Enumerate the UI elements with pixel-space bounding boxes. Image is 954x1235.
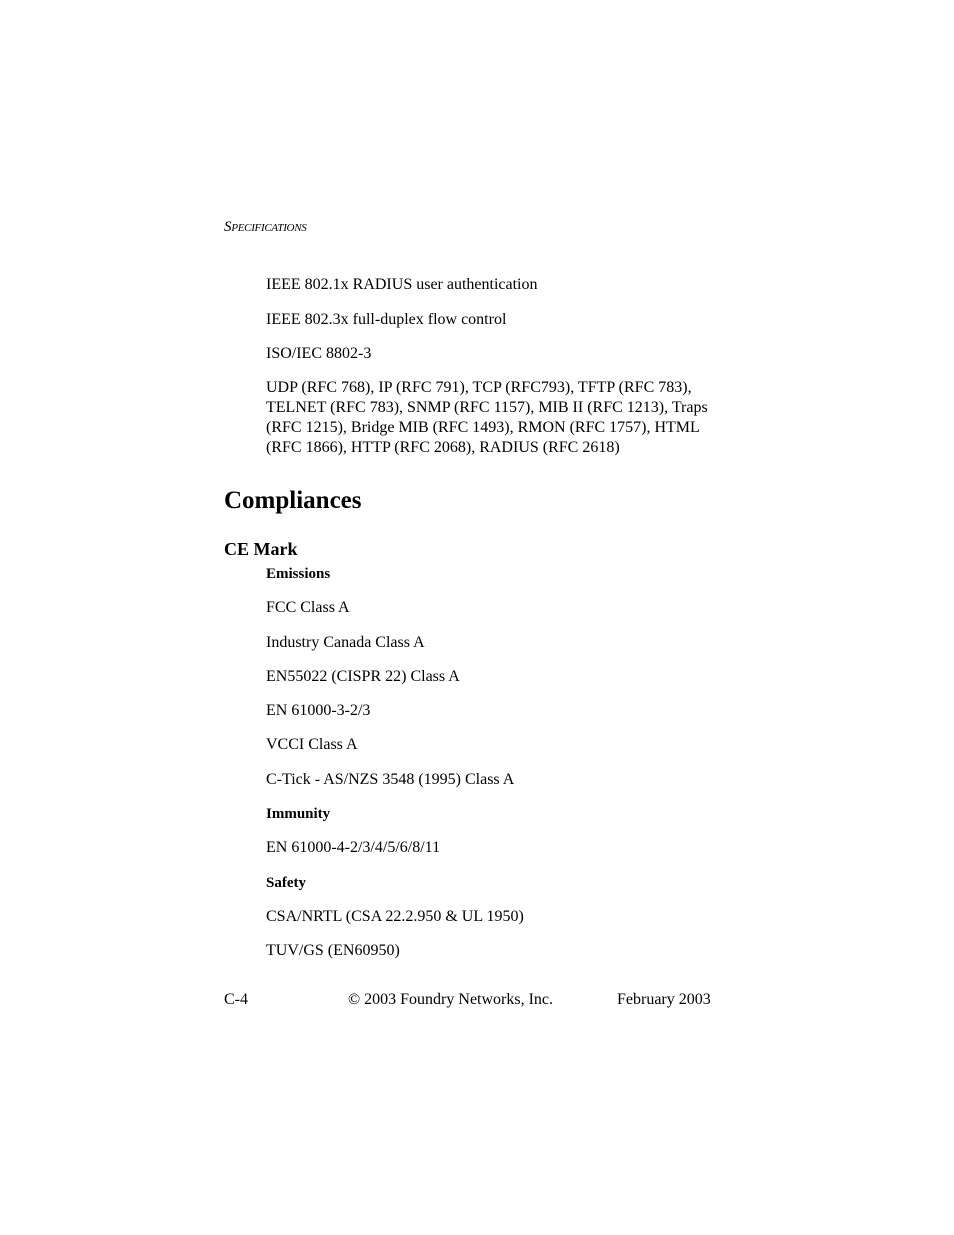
footer-copyright: © 2003 Foundry Networks, Inc. (348, 991, 554, 1008)
protocols-paragraph (266, 378, 708, 458)
section-title-compliances: Compliances (224, 487, 362, 514)
protocols-line: (RFC 1215), Bridge MIB (RFC 1493), RMON (RFC 1757), HTML (266, 419, 700, 436)
emissions-item: FCC Class A (266, 599, 350, 616)
standard-item: ISO/IEC 8802-3 (266, 345, 372, 362)
footer-date: February 2003 (617, 991, 711, 1008)
emissions-item: Industry Canada Class A (266, 634, 425, 651)
immunity-heading: Immunity (266, 806, 331, 822)
safety-item: CSA/NRTL (CSA 22.2.950 & UL 1950) (266, 908, 524, 925)
immunity-item: EN 61000-4-2/3/4/5/6/8/11 (266, 839, 441, 856)
emissions-item: C-Tick - AS/NZS 3548 (1995) Class A (266, 771, 515, 788)
protocols-line: UDP (RFC 768), IP (RFC 791), TCP (RFC793), TFTP (RFC 783), (266, 379, 692, 396)
running-head-initial: S (224, 219, 232, 235)
protocols-line: (RFC 1866), HTTP (RFC 2068), RADIUS (RFC 2618) (266, 439, 620, 456)
emissions-item: VCCI Class A (266, 736, 358, 753)
standard-item: IEEE 802.3x full-duplex flow control (266, 311, 507, 328)
emissions-item: EN 61000-3-2/3 (266, 702, 371, 719)
protocols-line: TELNET (RFC 783), SNMP (RFC 1157), MIB II (RFC 1213), Traps (266, 399, 708, 416)
emissions-heading: Emissions (266, 566, 331, 582)
running-head-rest: PECIFICATIONS (231, 222, 307, 234)
subsection-title-ce-mark: CE Mark (224, 539, 298, 559)
safety-item: TUV/GS (EN60950) (266, 942, 400, 959)
standard-item: IEEE 802.1x RADIUS user authentication (266, 276, 538, 293)
safety-heading: Safety (266, 875, 306, 891)
running-head (224, 219, 306, 236)
page-number: C-4 (224, 991, 248, 1008)
emissions-item: EN55022 (CISPR 22) Class A (266, 668, 460, 685)
